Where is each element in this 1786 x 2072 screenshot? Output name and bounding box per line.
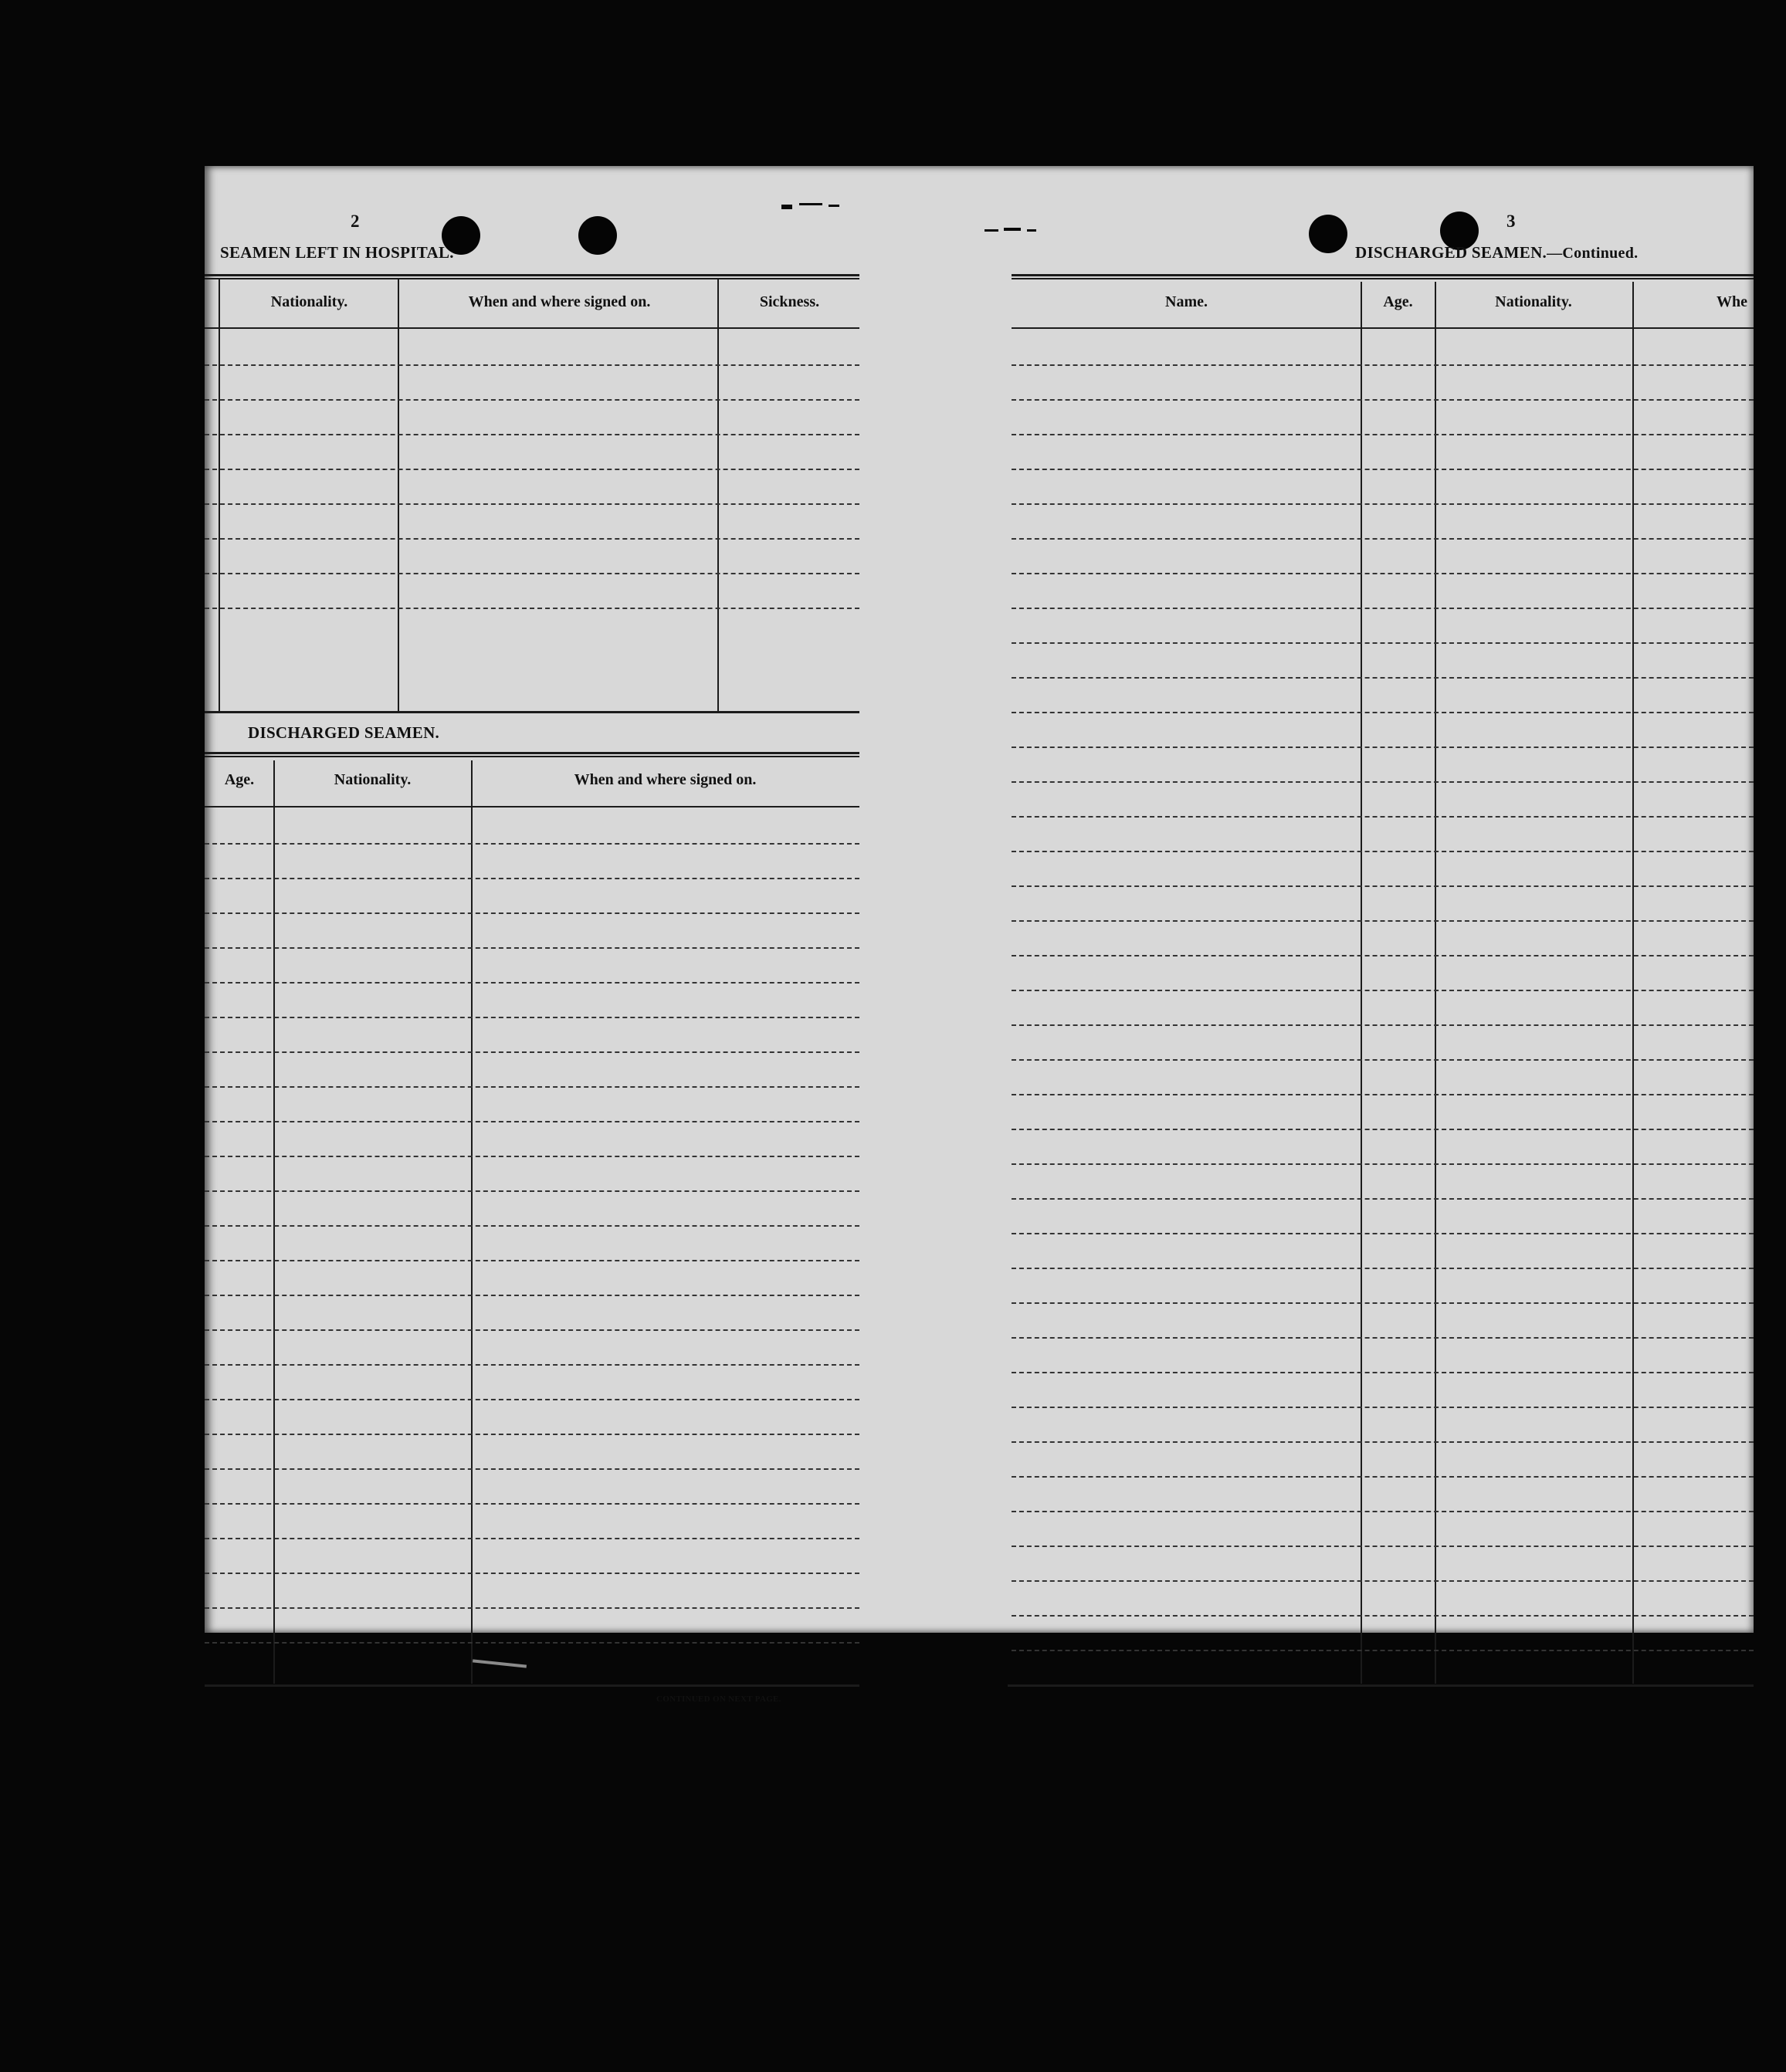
row-rule xyxy=(205,469,859,470)
row-rule xyxy=(1012,1580,1754,1582)
row-rule xyxy=(1012,1094,1754,1095)
row-rule xyxy=(205,1329,859,1331)
row-rule xyxy=(205,1017,859,1018)
row-rule xyxy=(205,1399,859,1400)
discharged-rule-top xyxy=(205,752,859,754)
row-rule xyxy=(1012,851,1754,852)
col-header-age: Age. xyxy=(224,771,255,788)
right-col-divider xyxy=(1361,282,1362,1684)
row-rule xyxy=(1012,503,1754,505)
row-rule xyxy=(205,1607,859,1609)
col-header-signed-on: When and where signed on. xyxy=(468,293,651,310)
row-rule xyxy=(205,1364,859,1366)
ink-mark xyxy=(781,205,792,209)
row-rule xyxy=(1012,816,1754,818)
hospital-col-divider xyxy=(717,278,719,711)
row-rule xyxy=(205,878,859,879)
hospital-col-divider xyxy=(398,278,399,711)
row-rule xyxy=(205,1434,859,1435)
row-rule xyxy=(205,1121,859,1122)
row-rule xyxy=(205,503,859,505)
row-rule xyxy=(1012,990,1754,991)
row-rule xyxy=(205,1468,859,1470)
row-rule xyxy=(205,1190,859,1192)
page-number-left: 2 xyxy=(351,212,360,231)
col-header-when-where: Whe xyxy=(1717,293,1747,310)
row-rule xyxy=(1012,712,1754,713)
right-col-divider xyxy=(1435,282,1436,1684)
ledger-spread xyxy=(205,166,1754,1704)
row-rule xyxy=(205,608,859,609)
hospital-rule-bottom xyxy=(205,711,859,713)
punch-hole-2 xyxy=(578,216,617,255)
row-rule xyxy=(1012,677,1754,679)
row-rule xyxy=(1012,434,1754,435)
row-rule xyxy=(1012,469,1754,470)
section-title-discharged: DISCHARGED SEAMEN. xyxy=(248,723,440,742)
row-rule xyxy=(205,1642,859,1644)
title-suffix: —Continued. xyxy=(1547,245,1639,262)
row-rule xyxy=(205,434,859,435)
row-rule xyxy=(1012,1372,1754,1373)
row-rule xyxy=(1012,573,1754,574)
punch-hole-3 xyxy=(1309,215,1347,253)
row-rule xyxy=(1012,1233,1754,1234)
row-rule xyxy=(205,1156,859,1157)
row-rule xyxy=(205,1538,859,1539)
continued-note: CONTINUED ON NEXT PAGE. xyxy=(656,1695,781,1704)
title-text: DISCHARGED SEAMEN. xyxy=(1355,243,1547,262)
section-title-hospital: SEAMEN LEFT IN HOSPITAL. xyxy=(220,243,454,262)
row-rule xyxy=(205,1295,859,1296)
page-number-right: 3 xyxy=(1506,212,1516,231)
row-rule xyxy=(1012,1407,1754,1408)
row-rule xyxy=(1012,1650,1754,1651)
row-rule xyxy=(1012,1198,1754,1200)
row-rule xyxy=(1012,1546,1754,1547)
discharged-rule-top-2 xyxy=(205,756,859,757)
col-header-age: Age. xyxy=(1383,293,1413,310)
right-header-rule xyxy=(1012,327,1754,329)
discharged-col-divider xyxy=(273,760,275,1684)
row-rule xyxy=(1012,1163,1754,1165)
col-header-sickness: Sickness. xyxy=(759,293,820,310)
col-header-nationality: Nationality. xyxy=(334,771,412,788)
ink-mark xyxy=(1027,229,1036,232)
row-rule xyxy=(1012,538,1754,540)
row-rule xyxy=(1012,1129,1754,1130)
col-header-signed-on: When and where signed on. xyxy=(574,771,757,788)
section-title-discharged-continued xyxy=(1355,243,1638,262)
discharged-rule-bottom xyxy=(205,1684,859,1687)
row-rule xyxy=(1012,1441,1754,1443)
right-rule-top xyxy=(1012,274,1754,276)
col-header-nationality: Nationality. xyxy=(1495,293,1572,310)
right-rule-top-2 xyxy=(1012,278,1754,279)
row-rule xyxy=(1012,781,1754,783)
right-col-divider xyxy=(1632,282,1634,1684)
row-rule xyxy=(205,1573,859,1574)
row-rule xyxy=(1012,1059,1754,1061)
row-rule xyxy=(1012,399,1754,401)
col-header-name: Name. xyxy=(1165,293,1208,310)
row-rule xyxy=(1012,608,1754,609)
row-rule xyxy=(1012,1476,1754,1478)
row-rule xyxy=(1012,1302,1754,1304)
hospital-col-divider xyxy=(219,278,220,711)
row-rule xyxy=(205,912,859,914)
ink-mark xyxy=(829,205,839,207)
row-rule xyxy=(1012,885,1754,887)
row-rule xyxy=(205,1260,859,1261)
discharged-col-divider xyxy=(471,760,473,1684)
row-rule xyxy=(205,573,859,574)
row-rule xyxy=(1012,955,1754,956)
row-rule xyxy=(1012,1615,1754,1617)
hospital-rule-top-2 xyxy=(205,278,859,279)
ink-mark xyxy=(985,229,998,232)
hospital-rule-top xyxy=(205,274,859,276)
right-rule-bottom xyxy=(1008,1684,1754,1687)
row-rule xyxy=(205,982,859,984)
row-rule xyxy=(1012,920,1754,922)
row-rule xyxy=(205,1086,859,1088)
col-header-nationality: Nationality. xyxy=(270,293,348,310)
row-rule xyxy=(205,399,859,401)
row-rule xyxy=(1012,1337,1754,1339)
row-rule xyxy=(1012,642,1754,644)
ink-mark xyxy=(1004,228,1021,231)
row-rule xyxy=(205,947,859,949)
ink-mark xyxy=(799,203,822,205)
row-rule xyxy=(205,1225,859,1227)
row-rule xyxy=(205,1503,859,1505)
smudge xyxy=(473,1659,527,1667)
row-rule xyxy=(205,538,859,540)
row-rule xyxy=(205,1051,859,1053)
row-rule xyxy=(1012,1511,1754,1512)
row-rule xyxy=(205,364,859,366)
hospital-header-rule xyxy=(205,327,859,329)
row-rule xyxy=(1012,1268,1754,1269)
discharged-header-rule xyxy=(205,806,859,807)
row-rule xyxy=(1012,364,1754,366)
row-rule xyxy=(205,843,859,845)
row-rule xyxy=(1012,1024,1754,1026)
row-rule xyxy=(1012,747,1754,748)
